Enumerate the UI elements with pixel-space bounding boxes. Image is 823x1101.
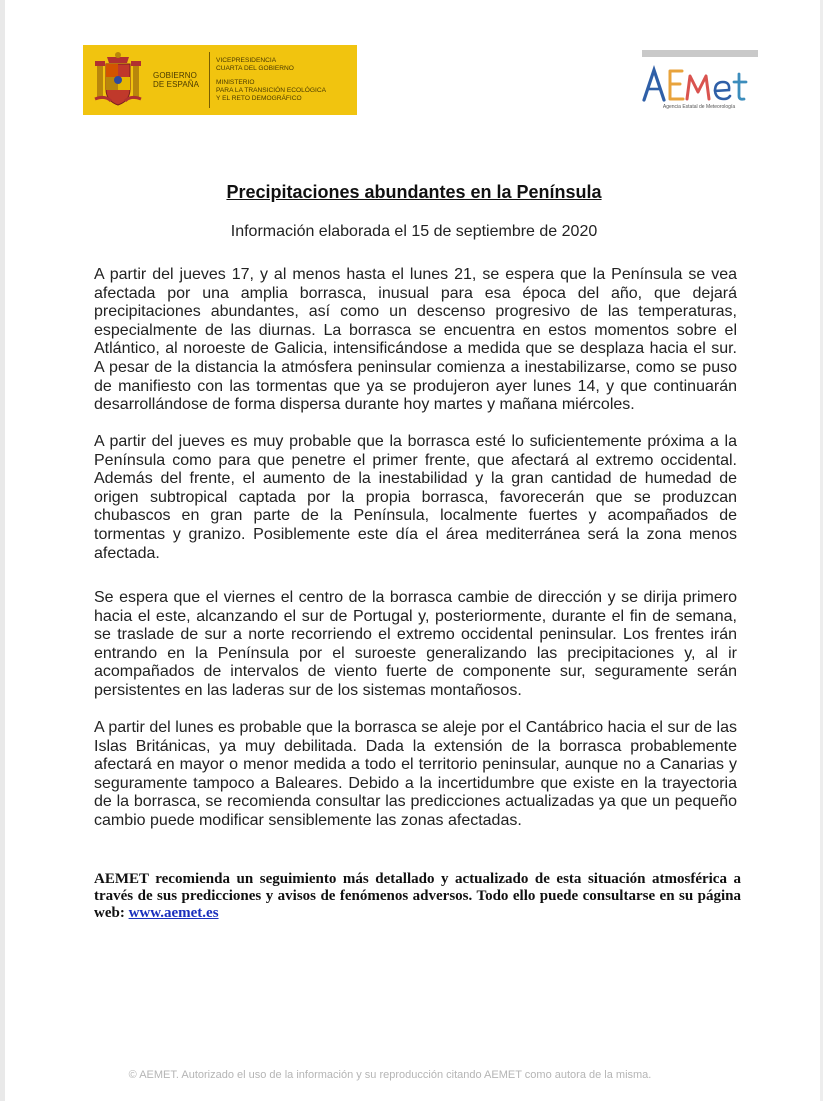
page-edge-left — [0, 0, 5, 1101]
paragraph-3: Se espera que el viernes el centro de la borrasca cambie de dirección y se dirija primero hacia el este, alcanzando el sur de Portugal y, posteriormente, durante el fin de semana, se traslade de sur a norte recorriendo el extremo occidental peninsular. Los frentes irán entrando en la Península por el suroeste generalizando las precipitaciones y, al ir acompañados de intervalos de viento fuerte de componente sur, seguramente serán persistentes en las laderas sur de los sistemas montañosos. — [94, 589, 737, 699]
aemet-wordmark-icon — [638, 62, 762, 106]
coat-of-arms-icon — [91, 51, 145, 109]
document-title: Precipitaciones abundantes en la Península — [226, 182, 602, 202]
paragraph-4: A partir del lunes es probable que la borrasca se aleje por el Cantábrico hacia el sur de las Islas Británicas, ya muy debilitada. Dada la extensión de la borrasca probablemente afectará en mayor o menor medida a todo el territorio peninsular, aunque no a Canarias y seguramente tampoco a Baleares. Debido a la incertidumbre que existe en la trayectoria de la borrasca, se recomienda consultar las predicciones actualizadas ya que un pequeño cambio puede modificar sensiblemente las zonas afectadas. — [94, 719, 737, 829]
ministerio-line-1: MINISTERIO — [216, 79, 255, 86]
copyright-footer: © AEMET. Autorizado el uso de la información y su reproducción citando AEMET como autora de la misma. — [128, 1069, 652, 1081]
gobierno-label — [153, 71, 207, 89]
logo-divider — [209, 52, 210, 108]
document-date: Información elaborada el 15 de septiembre de 2020 — [230, 223, 598, 240]
paragraph-1: A partir del jueves 17, y al menos hasta el lunes 21, se espera que la Península se vea afectada por una amplia borrasca, inusual para esa época del año, que dejará precipitaciones abundantes, así como un descenso progresivo de las temperaturas, especialmente de las diurnas. La borrasca se encuentra en estos momentos sobre el Atlántico, al noroeste de Galicia, intensificándose a medida que se desplaza hacia el sur. A pesar de la distancia la atmósfera peninsular comienza a inestabilizarse, como se puso de manifiesto con las tormentas que ya se produjeron ayer lunes 14, y que continuarán desarrollándose de forma dispersa durante hoy martes y mañana miércoles. — [94, 266, 737, 414]
aemet-subtitle: Agencia Estatal de Meteorología — [662, 104, 736, 110]
recommendation-body: AEMET recomienda un seguimiento más detallado y actualizado de esta situación atmosférica a través de sus predicciones y avisos de fenómenos adversos. Todo ello puede consultarse en su página web: — [94, 871, 741, 921]
gobierno-line-2: DE ESPAÑA — [153, 80, 200, 89]
gobierno-line-1: GOBIERNO — [153, 71, 197, 80]
vice-line-1: VICEPRESIDENCIA — [216, 57, 277, 64]
recommendation-text — [94, 871, 741, 922]
vice-line-2: CUARTA DEL GOBIERNO — [216, 65, 294, 72]
aemet-header-bar — [642, 50, 758, 57]
ministerio-line-3: Y EL RETO DEMOGRÁFICO — [216, 95, 302, 102]
ministerio-line-2: PARA LA TRANSICIÓN ECOLÓGICA — [216, 87, 327, 94]
ministerio-label — [216, 57, 326, 103]
gobierno-espana-logo — [83, 45, 357, 115]
paragraph-2: A partir del jueves es muy probable que la borrasca esté lo suficientemente próxima a la Península como para que penetre el primer frente, que afectará al extremo occidental. Además del frente, el aumento de la inestabilidad y la gran cantidad de humedad de origen subtropical captada por la propia borrasca, favorecerán que se produzcan chubascos en gran parte de la Península, localmente fuertes y acompañados de tormentas y granizo. Posiblemente este día el área mediterránea será la zona menos afectada. — [94, 433, 737, 562]
aemet-website-link[interactable]: www.aemet.es — [128, 905, 219, 921]
